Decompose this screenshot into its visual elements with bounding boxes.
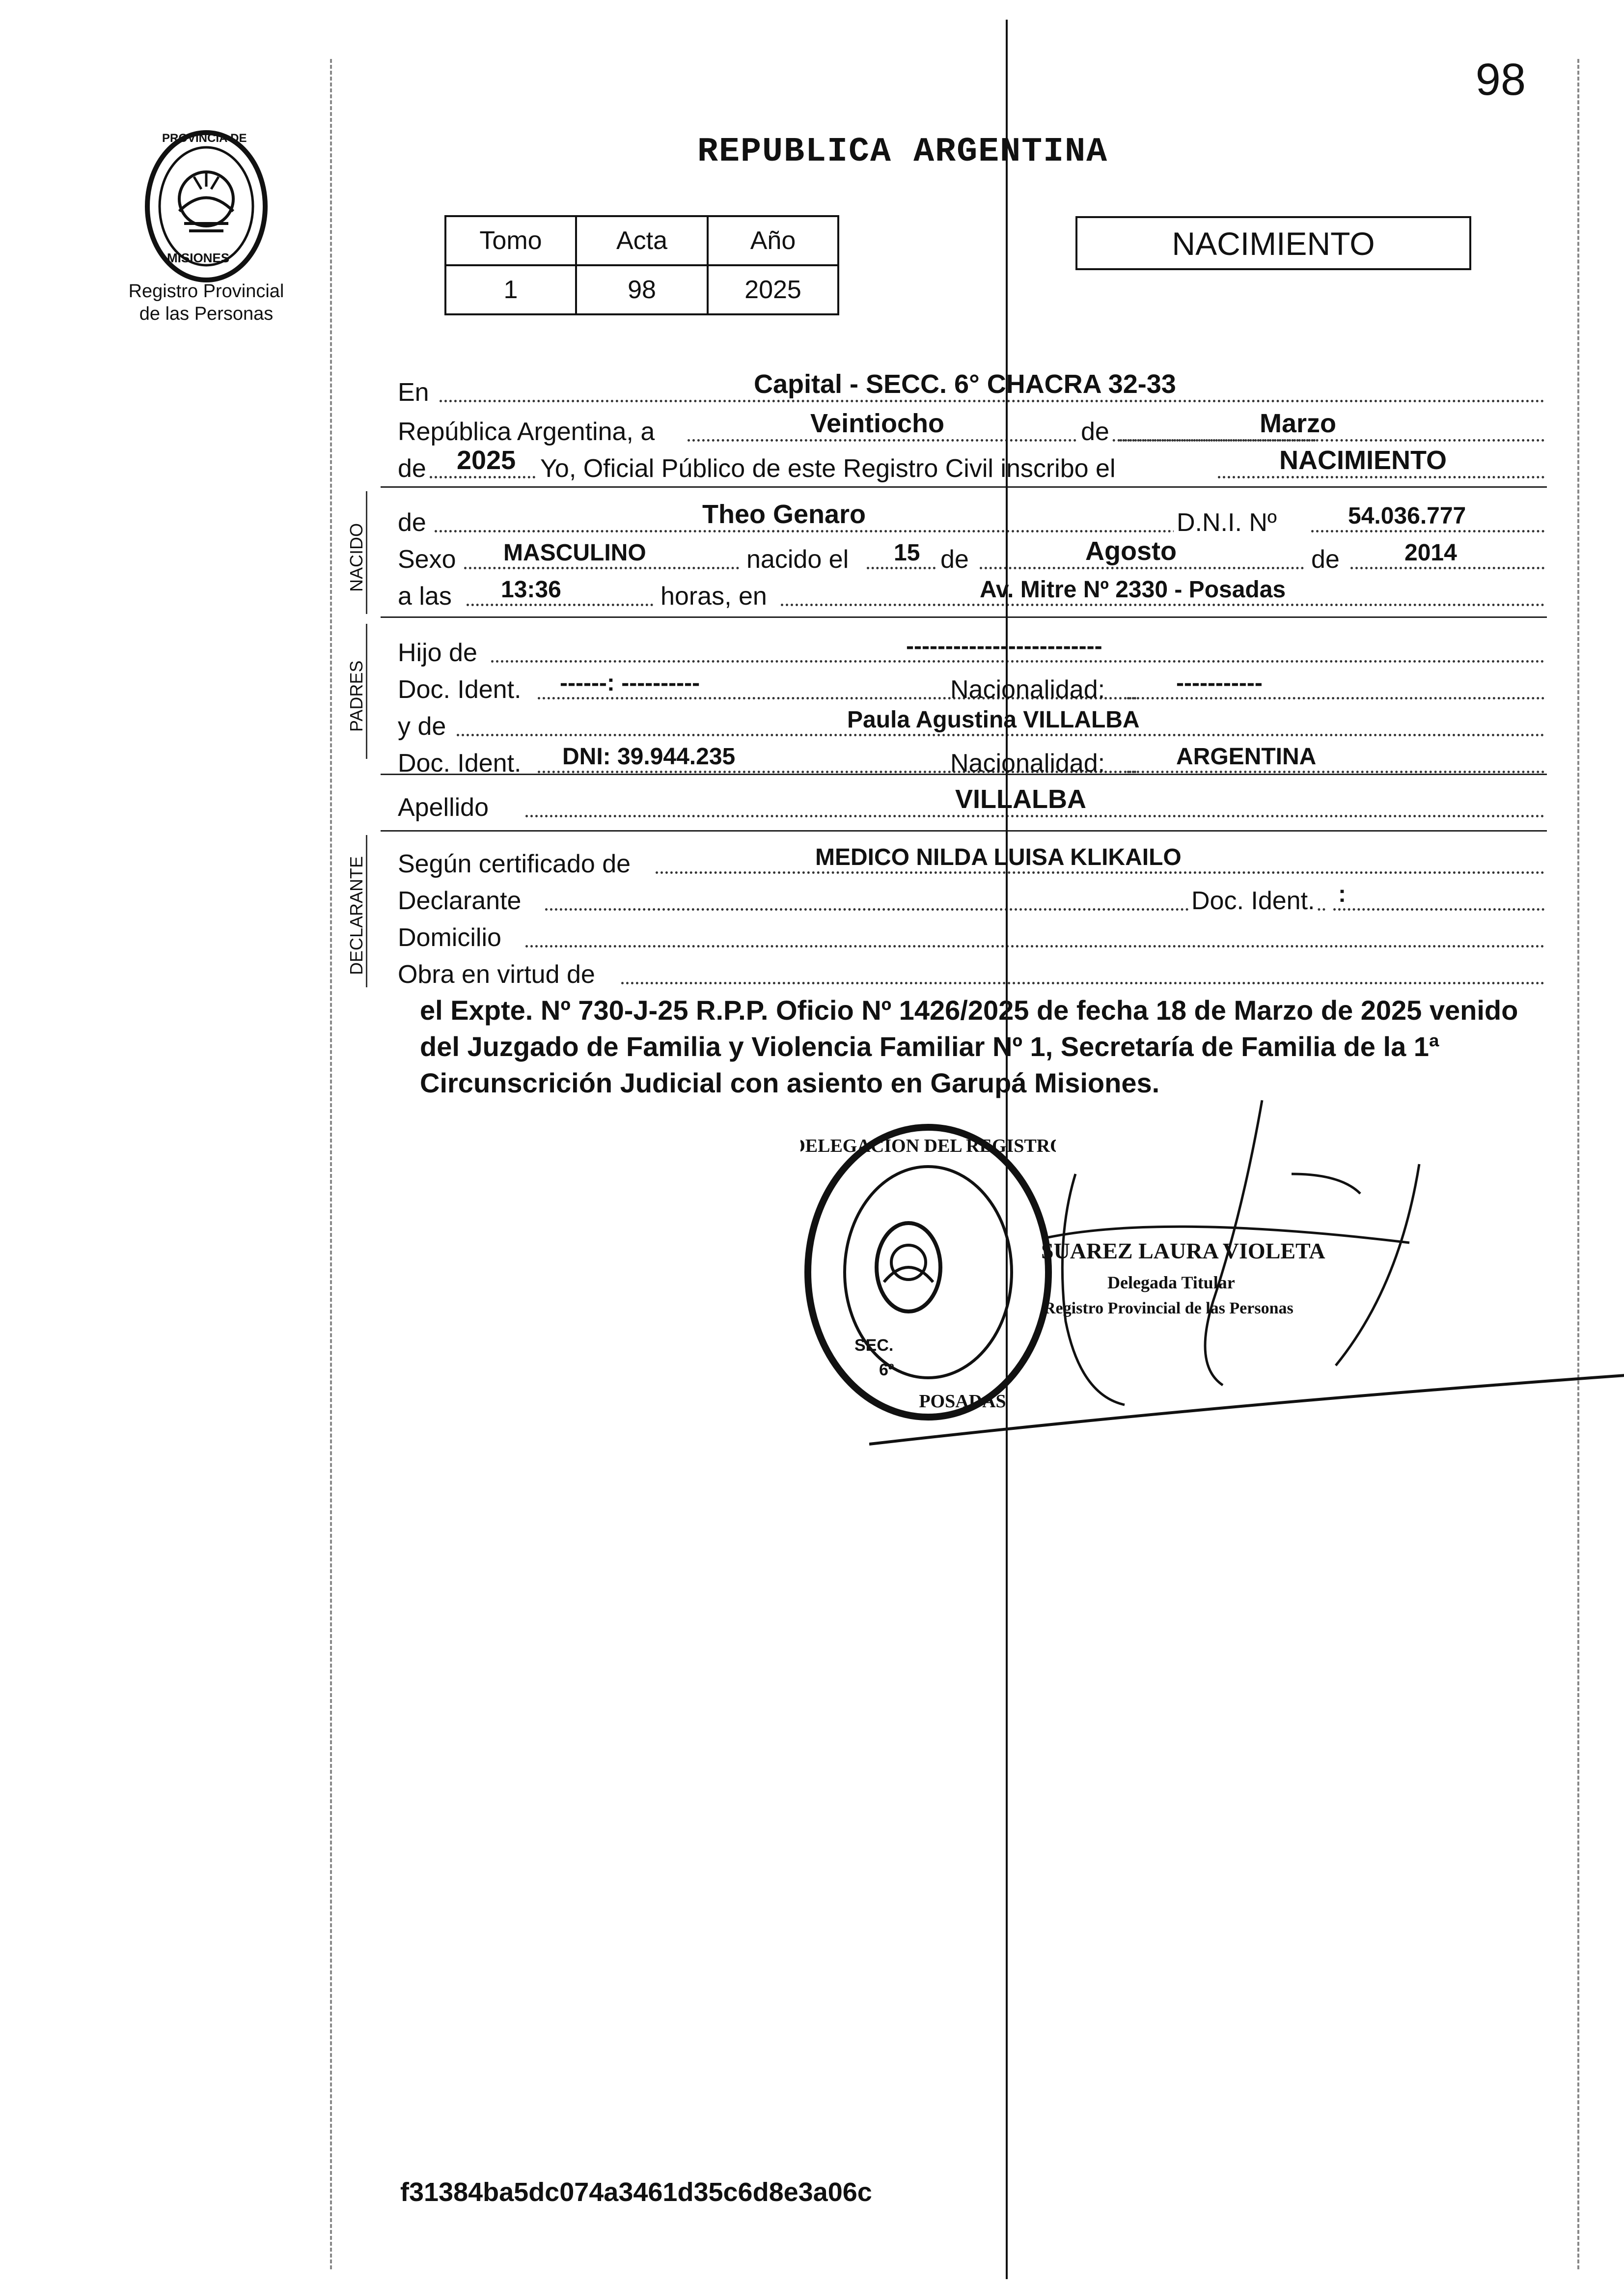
value-apellido: VILLALBA (955, 784, 1086, 814)
value-mes: Marzo (1260, 409, 1337, 438)
dotted-leader (457, 734, 1544, 736)
value-nacionalidad-padre: ----------- (1176, 670, 1263, 696)
dotted-leader (1333, 908, 1544, 911)
section-divider (381, 616, 1547, 618)
label-declarante: Declarante (398, 887, 522, 915)
section-label-nacido: NACIDO (346, 523, 366, 592)
label-nacionalidad-madre: Nacionalidad: (950, 749, 1105, 778)
label-domicilio: Domicilio (398, 923, 501, 952)
value-padre: ------------------------- (906, 633, 1102, 659)
label-doc-ident-padre: Doc. Ident. (398, 675, 522, 704)
value-doc-declarante: : (1338, 881, 1346, 907)
label-de-mes: de (940, 545, 969, 574)
value-anio-inscripcion: 2025 (457, 446, 516, 475)
label-nombre: de (398, 508, 426, 537)
dotted-leader (467, 604, 653, 606)
table-value-tomo: 1 (445, 265, 576, 314)
form-line-obra (398, 948, 1547, 992)
label-dni: D.N.I. Nº (1174, 508, 1280, 537)
dotted-leader (430, 476, 535, 478)
value-tipo-inscripcion: NACIMIENTO (1279, 446, 1447, 475)
value-dia-nacimiento: 15 (894, 540, 920, 566)
dotted-leader (980, 567, 1304, 569)
dotted-leader (491, 660, 1544, 663)
value-mes-nacimiento: Agosto (1085, 536, 1177, 566)
table-value-acta: 98 (576, 265, 708, 314)
svg-text:SEC.: SEC. (854, 1336, 894, 1355)
label-sexo: Sexo (398, 545, 456, 574)
dotted-leader (656, 871, 1544, 874)
dotted-leader (621, 982, 1544, 984)
label-apellido: Apellido (398, 793, 489, 822)
record-table (444, 215, 839, 315)
label-nacionalidad-padre: Nacionalidad: (950, 675, 1105, 704)
dotted-leader (440, 400, 1544, 402)
label-horas-en: horas, en (661, 582, 767, 611)
value-dia: Veintiocho (810, 409, 945, 438)
table-header-anio: Año (708, 216, 838, 265)
section-divider (381, 486, 1547, 488)
table-value-anio: 2025 (708, 265, 838, 314)
logo-caption (118, 280, 295, 325)
page-number: 98 (1475, 55, 1526, 105)
form-line-hora (398, 570, 1547, 614)
svg-text:POSADAS: POSADAS (919, 1391, 1006, 1412)
dotted-leader (1127, 697, 1544, 699)
value-lugar-inscripcion: Capital - SECC. 6° CHACRA 32-33 (754, 369, 1176, 399)
observaciones-text: el Expte. Nº 730-J-25 R.P.P. Oficio Nº 1426/2025 de fecha 18 de Marzo de 2025 venido del Juzgado de Familia y Violencia Familiar Nº 1, Secretaría de Familia de la 1ª Circunscrición Judicial con asiento en Garupá Misiones. (420, 995, 1518, 1098)
value-nombre: Theo Genaro (702, 500, 866, 529)
label-de-anio: de (1311, 545, 1340, 574)
section-label-padres: PADRES (346, 660, 366, 732)
label-y-de: y de (398, 712, 446, 741)
form-line-en (398, 366, 1547, 410)
value-madre: Paula Agustina VILLALBA (847, 707, 1140, 733)
value-sexo: MASCULINO (503, 540, 646, 566)
dotted-leader (525, 945, 1544, 948)
value-nacionalidad-madre: ARGENTINA (1176, 744, 1317, 770)
form-line-year (398, 442, 1547, 486)
table-header-acta: Acta (576, 216, 708, 265)
label-republica: República Argentina, a (398, 418, 655, 446)
label-oficial-publico: Yo, Oficial Público de este Registro Civil inscribo el (540, 454, 1116, 483)
dotted-leader (525, 815, 1544, 817)
dotted-leader (1127, 771, 1544, 773)
form-line-apellido (398, 781, 1547, 825)
logo-caption-line2: de las Personas (139, 304, 274, 324)
label-obra-en-virtud: Obra en virtud de (398, 960, 595, 989)
signer-name: SUAREZ LAURA VIOLETA (1041, 1238, 1325, 1263)
signer-role: Delegada Titular (1107, 1273, 1235, 1292)
document-hash: f31384ba5dc074a3461d35c6d8e3a06c (400, 2177, 872, 2207)
country-title: REPUBLICA ARGENTINA (697, 133, 1108, 171)
margin-guide-line (330, 59, 332, 2269)
section-divider (381, 830, 1547, 832)
table-header-tomo: Tomo (445, 216, 576, 265)
value-lugar-nacimiento: Av. Mitre Nº 2330 - Posadas (980, 577, 1286, 603)
section-label-declarante: DECLARANTE (346, 856, 366, 975)
scan-fold-line (1006, 20, 1008, 2279)
value-doc-madre: DNI: 39.944.235 (562, 744, 736, 770)
label-nacido-el: nacido el (746, 545, 849, 574)
logo-seal-bottom-text: MISIONES (167, 251, 230, 265)
dotted-leader (1218, 476, 1544, 478)
label-hijo-de: Hijo de (398, 639, 477, 667)
value-anio-nacimiento: 2014 (1404, 540, 1457, 566)
stamp-center-text (796, 1257, 825, 1258)
svg-text:6ª: 6ª (879, 1361, 895, 1379)
label-de-year: de (398, 454, 426, 483)
dotted-leader (435, 530, 1196, 532)
value-dni: 54.036.777 (1348, 503, 1466, 529)
value-doc-padre: ------: ---------- (560, 670, 700, 696)
dotted-leader (464, 567, 739, 569)
label-a-las: a las (398, 582, 452, 611)
svg-text:DELEGACION DEL REGISTRO: DELEGACION DEL REGISTRO (800, 1136, 1056, 1156)
label-de: de (1078, 417, 1112, 446)
dotted-leader (867, 567, 936, 569)
dotted-leader (1120, 439, 1544, 442)
act-type-box: NACIMIENTO (1075, 216, 1471, 270)
logo-caption-line1: Registro Provincial (128, 281, 284, 302)
label-doc-ident-madre: Doc. Ident. (398, 749, 522, 778)
section-divider (381, 774, 1547, 775)
value-hora: 13:36 (501, 577, 561, 603)
value-certificado: MEDICO NILDA LUISA KLIKAILO (815, 844, 1182, 870)
handwritten-signature (869, 1090, 1624, 1464)
dotted-leader (781, 604, 1544, 606)
dotted-leader (1350, 567, 1544, 569)
label-segun-certificado: Según certificado de (398, 850, 631, 878)
logo-seal-top-text: PROVINCIA DE (162, 132, 247, 145)
dotted-leader (1311, 530, 1544, 532)
signer-organization: Registro Provincial de las Personas (1044, 1299, 1294, 1317)
label-en: En (398, 378, 429, 407)
label-doc-ident-declarante: Doc. Ident. (1188, 886, 1318, 916)
